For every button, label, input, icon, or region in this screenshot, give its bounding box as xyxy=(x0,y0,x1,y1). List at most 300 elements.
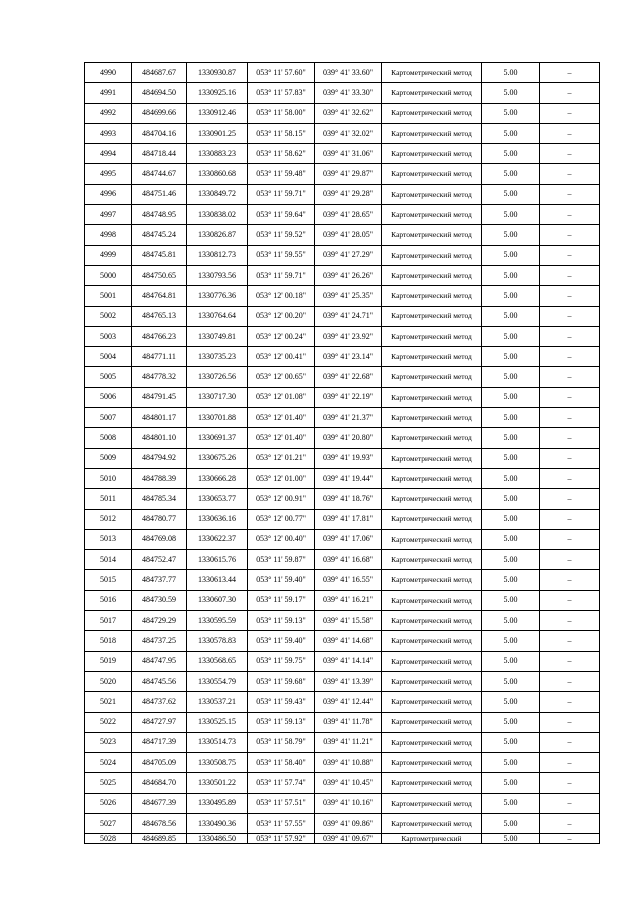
point-number-cell: 5017 xyxy=(85,611,132,631)
accuracy-cell: 5.00 xyxy=(482,286,540,306)
method-cell: Картометрический метод xyxy=(382,509,482,529)
method-cell: Картометрический метод xyxy=(382,387,482,407)
note-cell: – xyxy=(540,651,600,671)
y-coordinate-cell: 1330675.26 xyxy=(187,448,248,468)
x-coordinate-cell: 484748.95 xyxy=(132,205,187,225)
latitude-cell: 053° 11' 59.87" xyxy=(248,550,315,570)
accuracy-cell: 5.00 xyxy=(482,306,540,326)
note-cell: – xyxy=(540,123,600,143)
accuracy-cell: 5.00 xyxy=(482,265,540,285)
longitude-cell: 039° 41' 29.87" xyxy=(315,164,382,184)
accuracy-cell: 5.00 xyxy=(482,184,540,204)
point-number-cell: 4990 xyxy=(85,63,132,83)
latitude-cell: 053° 11' 59.71" xyxy=(248,265,315,285)
method-cell: Картометрический метод xyxy=(382,245,482,265)
method-cell: Картометрический метод xyxy=(382,205,482,225)
x-coordinate-cell: 484745.56 xyxy=(132,671,187,691)
point-number-cell: 5013 xyxy=(85,529,132,549)
accuracy-cell: 5.00 xyxy=(482,813,540,833)
x-coordinate-cell: 484737.77 xyxy=(132,570,187,590)
y-coordinate-cell: 1330912.46 xyxy=(187,103,248,123)
table-row xyxy=(85,286,600,306)
y-coordinate-cell: 1330812.73 xyxy=(187,245,248,265)
x-coordinate-cell: 484794.92 xyxy=(132,448,187,468)
note-cell: – xyxy=(540,367,600,387)
accuracy-cell: 5.00 xyxy=(482,712,540,732)
x-coordinate-cell: 484705.09 xyxy=(132,753,187,773)
latitude-cell: 053° 12' 01.08" xyxy=(248,387,315,407)
accuracy-cell: 5.00 xyxy=(482,326,540,346)
note-cell: – xyxy=(540,144,600,164)
longitude-cell: 039° 41' 22.19" xyxy=(315,387,382,407)
point-number-cell: 5025 xyxy=(85,773,132,793)
point-number-cell: 4992 xyxy=(85,103,132,123)
y-coordinate-cell: 1330717.30 xyxy=(187,387,248,407)
table-row xyxy=(85,164,600,184)
longitude-cell: 039° 41' 32.62" xyxy=(315,103,382,123)
accuracy-cell: 5.00 xyxy=(482,103,540,123)
y-coordinate-cell: 1330826.87 xyxy=(187,225,248,245)
latitude-cell: 053° 12' 00.91" xyxy=(248,489,315,509)
longitude-cell: 039° 41' 17.06" xyxy=(315,529,382,549)
x-coordinate-cell: 484737.25 xyxy=(132,631,187,651)
y-coordinate-cell: 1330607.30 xyxy=(187,590,248,610)
accuracy-cell: 5.00 xyxy=(482,692,540,712)
accuracy-cell: 5.00 xyxy=(482,83,540,103)
latitude-cell: 053° 11' 57.51" xyxy=(248,793,315,813)
note-cell: – xyxy=(540,813,600,833)
method-cell: Картометрический метод xyxy=(382,367,482,387)
accuracy-cell: 5.00 xyxy=(482,63,540,83)
longitude-cell: 039° 41' 23.92" xyxy=(315,326,382,346)
method-cell: Картометрический метод xyxy=(382,144,482,164)
longitude-cell: 039° 41' 28.05" xyxy=(315,225,382,245)
x-coordinate-cell: 484718.44 xyxy=(132,144,187,164)
longitude-cell: 039° 41' 33.30" xyxy=(315,83,382,103)
latitude-cell: 053° 11' 59.40" xyxy=(248,570,315,590)
latitude-cell: 053° 11' 57.60" xyxy=(248,63,315,83)
longitude-cell: 039° 41' 22.68" xyxy=(315,367,382,387)
method-cell: Картометрический метод xyxy=(382,103,482,123)
table-row xyxy=(85,550,600,570)
x-coordinate-cell: 484727.97 xyxy=(132,712,187,732)
point-number-cell: 5000 xyxy=(85,265,132,285)
note-cell: – xyxy=(540,347,600,367)
x-coordinate-cell: 484689.85 xyxy=(132,834,187,844)
latitude-cell: 053° 11' 59.40" xyxy=(248,631,315,651)
method-cell: Картометрический метод xyxy=(382,793,482,813)
y-coordinate-cell: 1330653.77 xyxy=(187,489,248,509)
longitude-cell: 039° 41' 10.88" xyxy=(315,753,382,773)
x-coordinate-cell: 484678.56 xyxy=(132,813,187,833)
latitude-cell: 053° 12' 00.40" xyxy=(248,529,315,549)
point-number-cell: 5006 xyxy=(85,387,132,407)
accuracy-cell: 5.00 xyxy=(482,753,540,773)
note-cell: – xyxy=(540,671,600,691)
y-coordinate-cell: 1330501.22 xyxy=(187,773,248,793)
point-number-cell: 4996 xyxy=(85,184,132,204)
note-cell: – xyxy=(540,550,600,570)
note-cell: – xyxy=(540,448,600,468)
longitude-cell: 039° 41' 11.21" xyxy=(315,732,382,752)
longitude-cell: 039° 41' 14.68" xyxy=(315,631,382,651)
point-number-cell: 5021 xyxy=(85,692,132,712)
latitude-cell: 053° 12' 00.20" xyxy=(248,306,315,326)
point-number-cell: 4997 xyxy=(85,205,132,225)
method-cell: Картометрический метод xyxy=(382,732,482,752)
point-number-cell: 5023 xyxy=(85,732,132,752)
note-cell: – xyxy=(540,529,600,549)
point-number-cell: 5009 xyxy=(85,448,132,468)
accuracy-cell: 5.00 xyxy=(482,590,540,610)
method-cell: Картометрический метод xyxy=(382,306,482,326)
latitude-cell: 053° 11' 58.62" xyxy=(248,144,315,164)
point-number-cell: 5001 xyxy=(85,286,132,306)
point-number-cell: 5008 xyxy=(85,428,132,448)
note-cell: – xyxy=(540,306,600,326)
longitude-cell: 039° 41' 19.44" xyxy=(315,468,382,488)
longitude-cell: 039° 41' 10.16" xyxy=(315,793,382,813)
method-cell: Картометрический xyxy=(382,834,482,844)
latitude-cell: 053° 11' 59.13" xyxy=(248,712,315,732)
point-number-cell: 5027 xyxy=(85,813,132,833)
latitude-cell: 053° 11' 57.92" xyxy=(248,834,315,844)
y-coordinate-cell: 1330701.88 xyxy=(187,408,248,428)
point-number-cell: 5018 xyxy=(85,631,132,651)
note-cell: – xyxy=(540,205,600,225)
y-coordinate-cell: 1330490.36 xyxy=(187,813,248,833)
note-cell: – xyxy=(540,692,600,712)
point-number-cell: 5003 xyxy=(85,326,132,346)
method-cell: Картометрический метод xyxy=(382,468,482,488)
method-cell: Картометрический метод xyxy=(382,671,482,691)
latitude-cell: 053° 12' 01.40" xyxy=(248,408,315,428)
longitude-cell: 039° 41' 14.14" xyxy=(315,651,382,671)
point-number-cell: 5020 xyxy=(85,671,132,691)
x-coordinate-cell: 484677.39 xyxy=(132,793,187,813)
y-coordinate-cell: 1330925.16 xyxy=(187,83,248,103)
latitude-cell: 053° 11' 59.13" xyxy=(248,611,315,631)
x-coordinate-cell: 484737.62 xyxy=(132,692,187,712)
longitude-cell: 039° 41' 09.67" xyxy=(315,834,382,844)
y-coordinate-cell: 1330860.68 xyxy=(187,164,248,184)
table-row xyxy=(85,753,600,773)
note-cell: – xyxy=(540,570,600,590)
table-row xyxy=(85,732,600,752)
point-number-cell: 5011 xyxy=(85,489,132,509)
y-coordinate-cell: 1330568.65 xyxy=(187,651,248,671)
y-coordinate-cell: 1330613.44 xyxy=(187,570,248,590)
latitude-cell: 053° 11' 58.00" xyxy=(248,103,315,123)
longitude-cell: 039° 41' 32.02" xyxy=(315,123,382,143)
latitude-cell: 053° 12' 01.21" xyxy=(248,448,315,468)
method-cell: Картометрический метод xyxy=(382,590,482,610)
y-coordinate-cell: 1330691.37 xyxy=(187,428,248,448)
x-coordinate-cell: 484791.45 xyxy=(132,387,187,407)
accuracy-cell: 5.00 xyxy=(482,793,540,813)
latitude-cell: 053° 11' 59.68" xyxy=(248,671,315,691)
point-number-cell: 4993 xyxy=(85,123,132,143)
accuracy-cell: 5.00 xyxy=(482,773,540,793)
longitude-cell: 039° 41' 23.14" xyxy=(315,347,382,367)
accuracy-cell: 5.00 xyxy=(482,448,540,468)
table-row xyxy=(85,326,600,346)
accuracy-cell: 5.00 xyxy=(482,225,540,245)
method-cell: Картометрический метод xyxy=(382,428,482,448)
latitude-cell: 053° 11' 59.52" xyxy=(248,225,315,245)
point-number-cell: 5015 xyxy=(85,570,132,590)
y-coordinate-cell: 1330554.79 xyxy=(187,671,248,691)
y-coordinate-cell: 1330486.50 xyxy=(187,834,248,844)
accuracy-cell: 5.00 xyxy=(482,834,540,844)
table-row xyxy=(85,245,600,265)
x-coordinate-cell: 484730.59 xyxy=(132,590,187,610)
accuracy-cell: 5.00 xyxy=(482,205,540,225)
accuracy-cell: 5.00 xyxy=(482,509,540,529)
table-row xyxy=(85,773,600,793)
note-cell: – xyxy=(540,712,600,732)
accuracy-cell: 5.00 xyxy=(482,489,540,509)
note-cell: – xyxy=(540,225,600,245)
longitude-cell: 039° 41' 16.55" xyxy=(315,570,382,590)
note-cell: – xyxy=(540,468,600,488)
accuracy-cell: 5.00 xyxy=(482,164,540,184)
accuracy-cell: 5.00 xyxy=(482,570,540,590)
y-coordinate-cell: 1330578.83 xyxy=(187,631,248,651)
method-cell: Картометрический метод xyxy=(382,813,482,833)
longitude-cell: 039° 41' 17.81" xyxy=(315,509,382,529)
point-number-cell: 4995 xyxy=(85,164,132,184)
longitude-cell: 039° 41' 29.28" xyxy=(315,184,382,204)
method-cell: Картометрический метод xyxy=(382,489,482,509)
latitude-cell: 053° 12' 01.40" xyxy=(248,428,315,448)
longitude-cell: 039° 41' 15.58" xyxy=(315,611,382,631)
table-row xyxy=(85,448,600,468)
method-cell: Картометрический метод xyxy=(382,753,482,773)
latitude-cell: 053° 11' 59.55" xyxy=(248,245,315,265)
table-row xyxy=(85,468,600,488)
method-cell: Картометрический метод xyxy=(382,63,482,83)
latitude-cell: 053° 11' 59.48" xyxy=(248,164,315,184)
longitude-cell: 039° 41' 10.45" xyxy=(315,773,382,793)
y-coordinate-cell: 1330793.56 xyxy=(187,265,248,285)
latitude-cell: 053° 12' 00.41" xyxy=(248,347,315,367)
y-coordinate-cell: 1330595.59 xyxy=(187,611,248,631)
note-cell: – xyxy=(540,509,600,529)
longitude-cell: 039° 41' 19.93" xyxy=(315,448,382,468)
note-cell: – xyxy=(540,611,600,631)
table-row xyxy=(85,144,600,164)
latitude-cell: 053° 12' 00.24" xyxy=(248,326,315,346)
accuracy-cell: 5.00 xyxy=(482,347,540,367)
note-cell: – xyxy=(540,245,600,265)
method-cell: Картометрический метод xyxy=(382,529,482,549)
method-cell: Картометрический метод xyxy=(382,631,482,651)
x-coordinate-cell: 484717.39 xyxy=(132,732,187,752)
accuracy-cell: 5.00 xyxy=(482,529,540,549)
note-cell: – xyxy=(540,265,600,285)
x-coordinate-cell: 484788.39 xyxy=(132,468,187,488)
x-coordinate-cell: 484694.50 xyxy=(132,83,187,103)
table-row xyxy=(85,408,600,428)
latitude-cell: 053° 12' 00.77" xyxy=(248,509,315,529)
longitude-cell: 039° 41' 09.86" xyxy=(315,813,382,833)
note-cell: – xyxy=(540,631,600,651)
note-cell: – xyxy=(540,83,600,103)
y-coordinate-cell: 1330666.28 xyxy=(187,468,248,488)
latitude-cell: 053° 11' 59.71" xyxy=(248,184,315,204)
note-cell: – xyxy=(540,773,600,793)
table-row xyxy=(85,184,600,204)
y-coordinate-cell: 1330514.73 xyxy=(187,732,248,752)
longitude-cell: 039° 41' 12.44" xyxy=(315,692,382,712)
note-cell: – xyxy=(540,103,600,123)
longitude-cell: 039° 41' 20.80" xyxy=(315,428,382,448)
longitude-cell: 039° 41' 28.65" xyxy=(315,205,382,225)
note-cell: – xyxy=(540,793,600,813)
x-coordinate-cell: 484699.66 xyxy=(132,103,187,123)
point-number-cell: 5026 xyxy=(85,793,132,813)
method-cell: Картометрический метод xyxy=(382,347,482,367)
coordinates-table xyxy=(84,62,600,844)
x-coordinate-cell: 484764.81 xyxy=(132,286,187,306)
latitude-cell: 053° 11' 59.43" xyxy=(248,692,315,712)
x-coordinate-cell: 484684.70 xyxy=(132,773,187,793)
latitude-cell: 053° 12' 01.00" xyxy=(248,468,315,488)
table-row xyxy=(85,813,600,833)
longitude-cell: 039° 41' 13.39" xyxy=(315,671,382,691)
point-number-cell: 5007 xyxy=(85,408,132,428)
note-cell: – xyxy=(540,63,600,83)
x-coordinate-cell: 484801.17 xyxy=(132,408,187,428)
note-cell: – xyxy=(540,732,600,752)
latitude-cell: 053° 12' 00.18" xyxy=(248,286,315,306)
latitude-cell: 053° 12' 00.65" xyxy=(248,367,315,387)
table-row xyxy=(85,570,600,590)
note-cell: – xyxy=(540,428,600,448)
table-row xyxy=(85,651,600,671)
latitude-cell: 053° 11' 58.79" xyxy=(248,732,315,752)
method-cell: Картометрический метод xyxy=(382,184,482,204)
note-cell: – xyxy=(540,164,600,184)
y-coordinate-cell: 1330930.87 xyxy=(187,63,248,83)
accuracy-cell: 5.00 xyxy=(482,651,540,671)
x-coordinate-cell: 484769.08 xyxy=(132,529,187,549)
x-coordinate-cell: 484751.46 xyxy=(132,184,187,204)
longitude-cell: 039° 41' 18.76" xyxy=(315,489,382,509)
point-number-cell: 5016 xyxy=(85,590,132,610)
note-cell: – xyxy=(540,286,600,306)
table-row xyxy=(85,265,600,285)
table-row xyxy=(85,712,600,732)
x-coordinate-cell: 484750.65 xyxy=(132,265,187,285)
table-row xyxy=(85,306,600,326)
table-row xyxy=(85,529,600,549)
x-coordinate-cell: 484785.34 xyxy=(132,489,187,509)
method-cell: Картометрический метод xyxy=(382,123,482,143)
accuracy-cell: 5.00 xyxy=(482,367,540,387)
accuracy-cell: 5.00 xyxy=(482,408,540,428)
method-cell: Картометрический метод xyxy=(382,326,482,346)
point-number-cell: 5002 xyxy=(85,306,132,326)
table-row xyxy=(85,205,600,225)
point-number-cell: 4999 xyxy=(85,245,132,265)
latitude-cell: 053° 11' 57.83" xyxy=(248,83,315,103)
longitude-cell: 039° 41' 11.78" xyxy=(315,712,382,732)
table-row xyxy=(85,123,600,143)
table-row xyxy=(85,590,600,610)
accuracy-cell: 5.00 xyxy=(482,123,540,143)
method-cell: Картометрический метод xyxy=(382,448,482,468)
point-number-cell: 5019 xyxy=(85,651,132,671)
table-row xyxy=(85,63,600,83)
y-coordinate-cell: 1330883.23 xyxy=(187,144,248,164)
y-coordinate-cell: 1330508.75 xyxy=(187,753,248,773)
table-row xyxy=(85,387,600,407)
point-number-cell: 5028 xyxy=(85,834,132,844)
latitude-cell: 053° 11' 58.40" xyxy=(248,753,315,773)
latitude-cell: 053° 11' 59.75" xyxy=(248,651,315,671)
y-coordinate-cell: 1330749.81 xyxy=(187,326,248,346)
x-coordinate-cell: 484704.16 xyxy=(132,123,187,143)
table-row xyxy=(85,692,600,712)
method-cell: Картометрический метод xyxy=(382,570,482,590)
method-cell: Картометрический метод xyxy=(382,408,482,428)
y-coordinate-cell: 1330525.15 xyxy=(187,712,248,732)
accuracy-cell: 5.00 xyxy=(482,428,540,448)
x-coordinate-cell: 484780.77 xyxy=(132,509,187,529)
y-coordinate-cell: 1330495.89 xyxy=(187,793,248,813)
point-number-cell: 5012 xyxy=(85,509,132,529)
point-number-cell: 5024 xyxy=(85,753,132,773)
note-cell: – xyxy=(540,326,600,346)
point-number-cell: 5004 xyxy=(85,347,132,367)
point-number-cell: 4991 xyxy=(85,83,132,103)
y-coordinate-cell: 1330849.72 xyxy=(187,184,248,204)
method-cell: Картометрический метод xyxy=(382,225,482,245)
note-cell: – xyxy=(540,489,600,509)
table-row xyxy=(85,793,600,813)
table-row xyxy=(85,509,600,529)
y-coordinate-cell: 1330764.64 xyxy=(187,306,248,326)
accuracy-cell: 5.00 xyxy=(482,671,540,691)
table-row xyxy=(85,83,600,103)
point-number-cell: 5005 xyxy=(85,367,132,387)
table-row xyxy=(85,671,600,691)
method-cell: Картометрический метод xyxy=(382,611,482,631)
x-coordinate-cell: 484745.81 xyxy=(132,245,187,265)
method-cell: Картометрический метод xyxy=(382,550,482,570)
table-row xyxy=(85,631,600,651)
y-coordinate-cell: 1330776.36 xyxy=(187,286,248,306)
longitude-cell: 039° 41' 33.60" xyxy=(315,63,382,83)
x-coordinate-cell: 484765.13 xyxy=(132,306,187,326)
table-row xyxy=(85,225,600,245)
accuracy-cell: 5.00 xyxy=(482,387,540,407)
point-number-cell: 5014 xyxy=(85,550,132,570)
longitude-cell: 039° 41' 27.29" xyxy=(315,245,382,265)
latitude-cell: 053° 11' 58.15" xyxy=(248,123,315,143)
method-cell: Картометрический метод xyxy=(382,286,482,306)
latitude-cell: 053° 11' 57.55" xyxy=(248,813,315,833)
longitude-cell: 039° 41' 16.68" xyxy=(315,550,382,570)
accuracy-cell: 5.00 xyxy=(482,732,540,752)
table-row xyxy=(85,367,600,387)
method-cell: Картометрический метод xyxy=(382,773,482,793)
table-body xyxy=(85,63,600,844)
method-cell: Картометрический метод xyxy=(382,164,482,184)
longitude-cell: 039° 41' 24.71" xyxy=(315,306,382,326)
